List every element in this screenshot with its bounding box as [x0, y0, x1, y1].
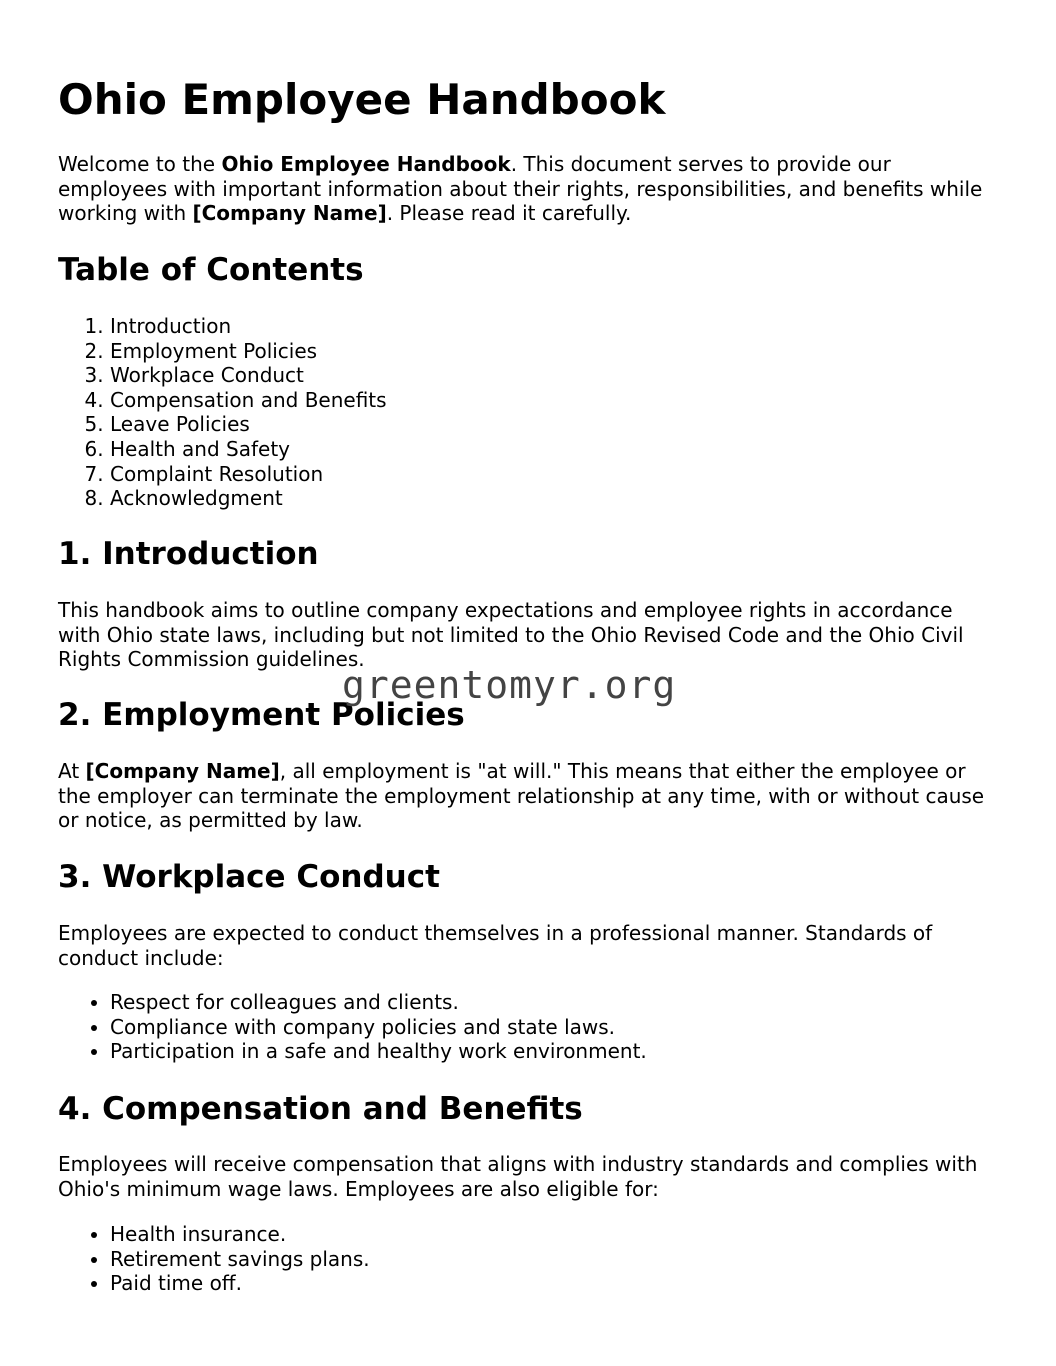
section-4-text: Employees will receive compensation that aligns with industry standards and complies with Ohio's minimum wage laws. Employees are also eligible for: — [58, 1152, 978, 1201]
toc-item: 6. Health and Safety — [110, 437, 1050, 462]
intro-text-2: . This document serves to provide our employees with important information about their rights, responsibilities, and benefits while working with — [58, 152, 983, 226]
toc-item: 1. Introduction — [110, 314, 1050, 339]
section-3-list — [58, 990, 1050, 1064]
section-2-text-1: At — [58, 759, 86, 783]
toc-item: 3. Workplace Conduct — [110, 363, 1050, 388]
list-item: • Paid time off. — [110, 1271, 1050, 1296]
list-item: • Compliance with company policies and state laws. — [110, 1015, 1050, 1040]
list-item: • Respect for colleagues and clients. — [110, 990, 1050, 1015]
section-2-heading: 2. Employment Policies — [58, 697, 465, 733]
toc-item: 4. Compensation and Benefits — [110, 388, 1050, 413]
intro-text-3: . Please read it carefully. — [386, 201, 632, 226]
intro-text-1: Welcome to the — [58, 152, 222, 176]
section-2-bold-company: [Company Name] — [85, 759, 280, 783]
section-4-list — [58, 1222, 1050, 1296]
intro-bold-company: [Company Name] — [192, 201, 387, 226]
toc-item: 5. Leave Policies — [110, 412, 1050, 437]
toc-item: 8. Acknowledgment — [110, 486, 1050, 511]
section-3-text: Employees are expected to conduct themselves in a professional manner. Standards of conduct include: — [58, 921, 933, 970]
list-item: • Health insurance. — [110, 1222, 1050, 1247]
watermark: greentomyr.org — [342, 663, 677, 707]
page-title: Ohio Employee Handbook — [58, 75, 666, 124]
toc-item: 2. Employment Policies — [110, 339, 1050, 364]
section-1-heading: 1. Introduction — [58, 536, 319, 572]
list-item: • Participation in a safe and healthy work environment. — [110, 1039, 1050, 1064]
toc-item: 7. Complaint Resolution — [110, 462, 1050, 487]
intro-paragraph — [58, 152, 998, 226]
section-1-text: This handbook aims to outline company expectations and employee rights in accordance with Ohio state laws, including but not limited to the Ohio Revised Code and the Ohio Civil Rights Commission guidelines. — [58, 598, 964, 672]
section-3-heading: 3. Workplace Conduct — [58, 859, 440, 895]
section-2-text — [58, 759, 998, 833]
list-item: • Retirement savings plans. — [110, 1247, 1050, 1272]
section-4-heading: 4. Compensation and Benefits — [58, 1091, 583, 1127]
section-2-text-2: , all employment is "at will." This means that either the employee or the employer can terminate the employment relationship at any time, with or without cause or notice, as permitted by law. — [58, 759, 985, 833]
toc-list — [58, 314, 1050, 511]
toc-heading: Table of Contents — [58, 252, 364, 288]
intro-bold-handbook: Ohio Employee Handbook — [221, 152, 511, 176]
